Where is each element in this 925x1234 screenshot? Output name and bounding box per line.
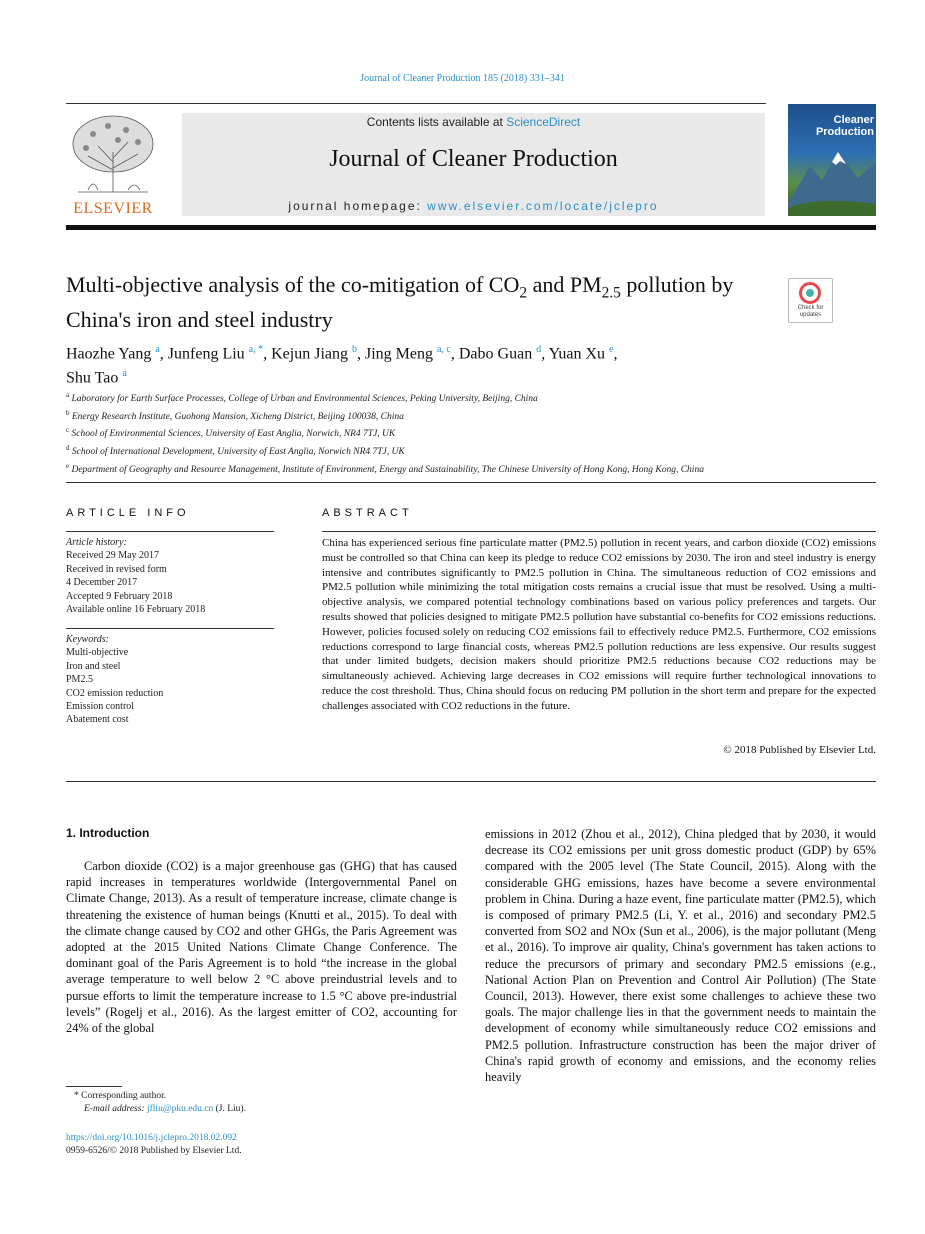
corresponding-author: * Corresponding author. <box>74 1091 167 1101</box>
divider <box>66 781 876 782</box>
check-updates-icon <box>799 282 821 304</box>
affiliation-item: $^e$ Department of Geography and Resource Management, Institute of Environment, Energy and Sustainability, The Chinese University of Hong Kong, Hong Kong, China <box>66 461 704 475</box>
divider <box>66 628 274 629</box>
keyword-item: Abatement cost <box>66 714 129 726</box>
keywords-label: Keywords: <box>66 634 109 645</box>
author-affiliation[interactable]: b <box>351 344 357 355</box>
history-item: Received in revised form <box>66 563 167 575</box>
check-updates-label: Check for updates <box>797 305 824 318</box>
email-link[interactable]: jfliu@pku.edu.cn <box>146 1104 214 1114</box>
author-name[interactable]: Dabo Guan <box>458 345 533 363</box>
author-name[interactable]: Jing Meng <box>364 345 433 363</box>
abstract-text: China has experienced serious fine particulate matter (PM2.5) pollution in recent years, and carbon dioxide (CO2) emissions must be controlled so that China can keep its pledge to reduce CO2 emissions by 2030. The iron and steel industry is energy intensive and contributes significantly to PM2.5 pollution in China. The simultaneous reduction of CO2 emissions and PM2.5 pollution while minimizing the total mitigation costs remains a crucial issue that must be resolved. Using a multi-objective analysis, we compared potential technology combinations based on various policy preferences and targets. Our results showed that policies designed to mitigate PM2.5 pollution have substantial co-benefits for CO2 emissions reductions. However, policies focused solely on reducing CO2 emissions fail to effectively reduce PM2.5. Furthermore, CO2 emissions reductions correspond to large financial costs, whereas PM2.5 pollution reductions are less expensive. Our results suggest that under limited budgets, decision makers should prioritize PM2.5 reductions because CO2 reductions may be simultaneously achieved. Achieving large decreases in CO2 emissions will require further technological innovations to reduce the cost threshold. Thus, China should focus on reducing PM pollution in the short term and prepare for the expected challenges associated with CO2 reductions in the future. <box>322 537 876 712</box>
issn-line: 0959-6526/© 2018 Published by Elsevier Ltd. <box>66 1146 242 1156</box>
author-list: Haozhe Yang $^a$, Junfeng Liu $^{a, *}$, Kejun Jiang $^b$, Jing Meng $^{a, c}$, Dabo Guan $^d$, Yuan Xu $^e$, Shu Tao $^a$ <box>66 344 618 387</box>
author-affiliation[interactable]: d <box>536 344 542 355</box>
author-name[interactable]: Junfeng Liu <box>167 345 245 363</box>
author-affiliation[interactable]: e <box>609 344 614 355</box>
affiliation-item: $^c$ School of Environmental Sciences, University of East Anglia, Norwich, NR4 7TJ, UK <box>66 426 396 440</box>
author-affiliation[interactable]: a, c <box>436 344 451 355</box>
history-item: Available online 16 February 2018 <box>66 604 206 616</box>
running-citation[interactable]: Journal of Cleaner Production 185 (2018) 331–341 <box>360 73 565 84</box>
keyword-item: Multi-objective <box>66 647 129 659</box>
homepage-prefix: journal homepage: <box>288 199 428 213</box>
divider <box>66 482 876 483</box>
contents-prefix: Contents lists available at <box>366 115 507 129</box>
history-item: Received 29 May 2017 <box>66 550 160 562</box>
abstract-heading: ABSTRACT <box>322 507 413 519</box>
copyright: © 2018 Published by Elsevier Ltd. <box>723 744 876 756</box>
doi-link[interactable]: https://doi.org/10.1016/j.jclepro.2018.02.092 <box>66 1133 237 1143</box>
cover-mountain-icon <box>788 144 876 216</box>
keyword-item: Iron and steel <box>66 660 121 672</box>
email-line: E-mail address: jfliu@pku.edu.cn (J. Liu). <box>84 1104 246 1114</box>
author-name[interactable]: Kejun Jiang <box>271 345 348 363</box>
author-affiliation[interactable]: a <box>155 344 160 355</box>
article-history <box>66 536 274 616</box>
affiliation-item: $^a$ Laboratory for Earth Surface Processes, College of Urban and Environmental Sciences, Peking University, Beijing, China <box>66 391 538 405</box>
history-item: 4 December 2017 <box>66 577 138 589</box>
header-rule <box>66 103 766 104</box>
intro-paragraph-left: Carbon dioxide (CO2) is a major greenhouse gas (GHG) that has caused rapid increases in temperatures worldwide (Intergovernmental Panel on Climate Change, 2013). As a result of temperature increase, climate change is threatening the existence of human beings (Knutti et al., 2015). To deal with the climate change caused by CO2 and other GHGs, the Paris Agreement was adopted at the 2015 United Nations Climate Change Conference. The dominant goal of the Paris Agreement is to hold “the increase in the global average temperature to well below 2 °C above preindustrial levels and to pursue efforts to limit the temperature increase to 1.5 °C above pre-industrial levels” (Rogelj et al., 2016). As the largest emitter of CO2, accounting for 24% of the global <box>66 859 457 1036</box>
author-affiliation[interactable]: a <box>122 368 127 380</box>
cover-title: Cleaner Production <box>815 114 874 138</box>
history-label: Article history: <box>66 537 127 548</box>
affiliation-list <box>66 389 766 477</box>
header-thick-rule <box>66 225 876 230</box>
elsevier-logo[interactable] <box>66 112 160 216</box>
affiliation-item: $^b$ Energy Research Institute, Guohong Mansion, Xicheng District, Beijing 100038, China <box>66 408 404 422</box>
journal-name: Journal of Cleaner Production <box>329 146 618 172</box>
footnote-rule <box>66 1086 122 1087</box>
keyword-item: Emission control <box>66 701 135 713</box>
keyword-item: CO2 emission reduction <box>66 687 164 699</box>
check-for-updates-badge[interactable] <box>788 278 833 323</box>
section-heading-introduction: 1. Introduction <box>66 826 150 840</box>
intro-paragraph-right: emissions in 2012 (Zhou et al., 2012), China pledged that by 2030, it would decrease its CO2 emissions per unit gross domestic product (GDP) by 65% compared with the 2005 level (The State Council, 2015). Along with the considerable GHG emissions, hazes have become a severe environmental problem in China. During a haze event, fine particulate matter (PM2.5), which is composed of primary PM2.5 (Li, Y. et al., 2016) and secondary PM2.5 converted from SO2 and NOx (Sun et al., 2006), is the major pollutant (Meng et al., 2016). To improve air quality, China's government has taken actions to reduce the precursors of primary and secondary PM2.5 emissions (e.g., National Action Plan on Prevention and Control Air Pollution) (The State Council, 2013). However, there exist some challenges to achieve these two goals. The major challenge lies in that the government needs to maintain the development of economy while simultaneously reduce CO2 emissions and PM2.5 pollution. Infrastructure construction has been the major driver of China's rapid growth of economy and emissions, and the economy relies heavily <box>485 827 876 1085</box>
article-title: Multi-objective analysis of the co-mitigation of $CO_2$ and $PM_{2.5}$ pollution by China's iron and steel industry <box>66 272 734 333</box>
author-name[interactable]: Yuan Xu <box>548 345 606 363</box>
publisher-name: ELSEVIER <box>73 200 153 217</box>
divider <box>322 531 876 532</box>
journal-banner <box>182 113 765 216</box>
homepage-link[interactable]: www.elsevier.com/locate/jclepro <box>427 199 659 213</box>
divider <box>66 531 274 532</box>
keyword-item: PM2.5 <box>66 674 93 686</box>
history-item: Accepted 9 February 2018 <box>66 590 173 602</box>
footnote <box>66 1090 457 1116</box>
sciencedirect-link[interactable]: ScienceDirect <box>506 115 581 129</box>
article-info-heading: ARTICLE INFO <box>66 507 190 519</box>
affiliation-item: $^d$ School of International Development, University of East Anglia, Norwich NR4 7TJ, UK <box>66 443 405 458</box>
homepage-line <box>182 199 765 213</box>
author-affiliation[interactable]: a, * <box>248 344 264 355</box>
doi-block <box>66 1132 242 1158</box>
author-name[interactable]: Shu Tao <box>66 369 119 387</box>
journal-cover-image[interactable] <box>788 104 876 216</box>
author-name[interactable]: Haozhe Yang <box>66 345 152 363</box>
keywords <box>66 633 274 727</box>
elsevier-tree-icon <box>68 112 158 196</box>
contents-line <box>182 115 765 129</box>
